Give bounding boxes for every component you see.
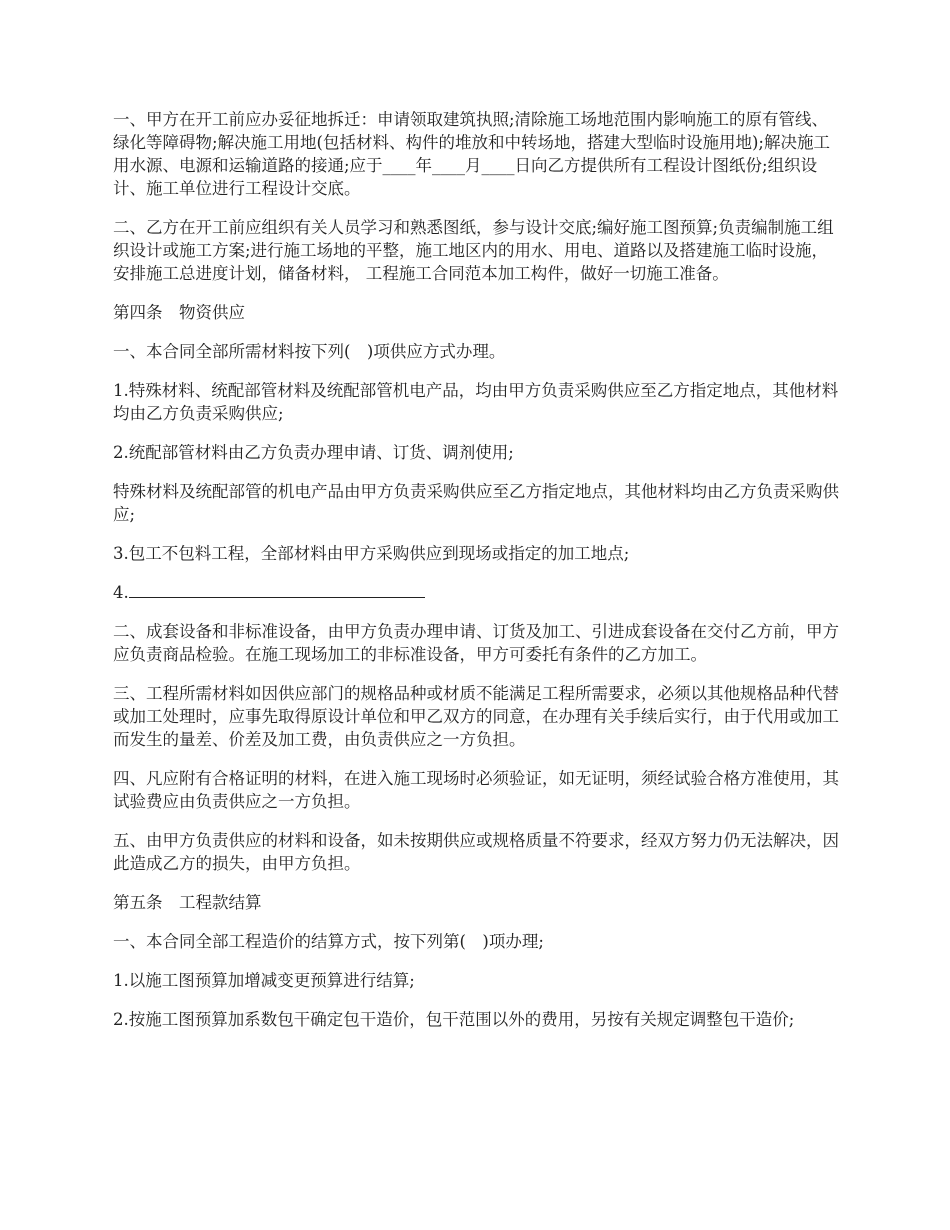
clause-3-item-2: 二、乙方在开工前应组织有关人员学习和熟悉图纸，参与设计交底;编好施工图预算;负责编制施工组织设计或施工方案;进行施工场地的平整，施工地区内的用水、用电、道路以及搭建施工临时设施，安排施工总进度计划，储备材料， 工程施工合同范本加工构件，做好一切施工准备。 — [113, 218, 834, 283]
supply-option-3: 3.包工不包料工程，全部材料由甲方采购供应到现场或指定的加工地点; — [113, 544, 630, 563]
article-4-item-4: 四、凡应附有合格证明的材料，在进入施工现场时必须验证，如无证明，须经试验合格方准使用，其试验费应由负责供应之一方负担。 — [113, 769, 839, 811]
article-4-item-1: 一、本合同全部所需材料按下列( )项供应方式办理。 — [113, 342, 506, 361]
settlement-option-2: 2.按施工图预算加系数包干确定包干造价，包干范围以外的费用，另按有关规定调整包干造价; — [113, 1010, 795, 1029]
article-5-item-1: 一、本合同全部工程造价的结算方式，按下列第( )项办理; — [113, 932, 544, 951]
article-4-heading: 第四条 物资供应 — [113, 303, 245, 322]
supply-option-1: 1.特殊材料、统配部管材料及统配部管机电产品，均由甲方负责采购供应至乙方指定地点，其他材料均由乙方负责采购供应; — [113, 381, 839, 423]
document-page — [113, 108, 843, 1047]
supply-option-4-label: 4. — [113, 583, 129, 602]
article-5-heading: 第五条 工程款结算 — [113, 893, 262, 912]
supply-option-4 — [113, 581, 843, 604]
blank-fill-line — [129, 581, 425, 598]
clause-3-item-1: 一、甲方在开工前应办妥征地拆迁：申请领取建筑执照;清除施工场地范围内影响施工的原有管线、绿化等障碍物;解决施工用地(包括材料、构件的堆放和中转场地，搭建大型临时设施用地);解决施工用水源、电源和运输道路的接通;应于____年____月____日向乙方提供所有工程设计图纸份;组织设计、施工单位进行工程设计交底。 — [113, 110, 830, 198]
article-4-item-2: 二、成套设备和非标准设备，由甲方负责办理申请、订货及加工、引进成套设备在交付乙方前，甲方应负责商品检验。在施工现场加工的非标准设备，甲方可委托有条件的乙方加工。 — [113, 622, 839, 664]
article-4-item-3: 三、工程所需材料如因供应部门的规格品种或材质不能满足工程所需要求，必须以其他规格品种代替或加工处理时，应事先取得原设计单位和甲乙双方的同意，在办理有关手续后实行，由于代用或加工而发生的量差、价差及加工费，由负责供应之一方负担。 — [113, 684, 839, 749]
settlement-option-1: 1.以施工图预算加增减变更预算进行结算; — [113, 971, 415, 990]
supply-option-2-continued: 特殊材料及统配部管的机电产品由甲方负责采购供应至乙方指定地点，其他材料均由乙方负责采购供应; — [113, 482, 839, 524]
supply-option-2: 2.统配部管材料由乙方负责办理申请、订货、调剂使用; — [113, 443, 514, 462]
article-4-item-5: 五、由甲方负责供应的材料和设备，如未按期供应或规格质量不符要求，经双方努力仍无法解决，因此造成乙方的损失，由甲方负担。 — [113, 831, 839, 873]
